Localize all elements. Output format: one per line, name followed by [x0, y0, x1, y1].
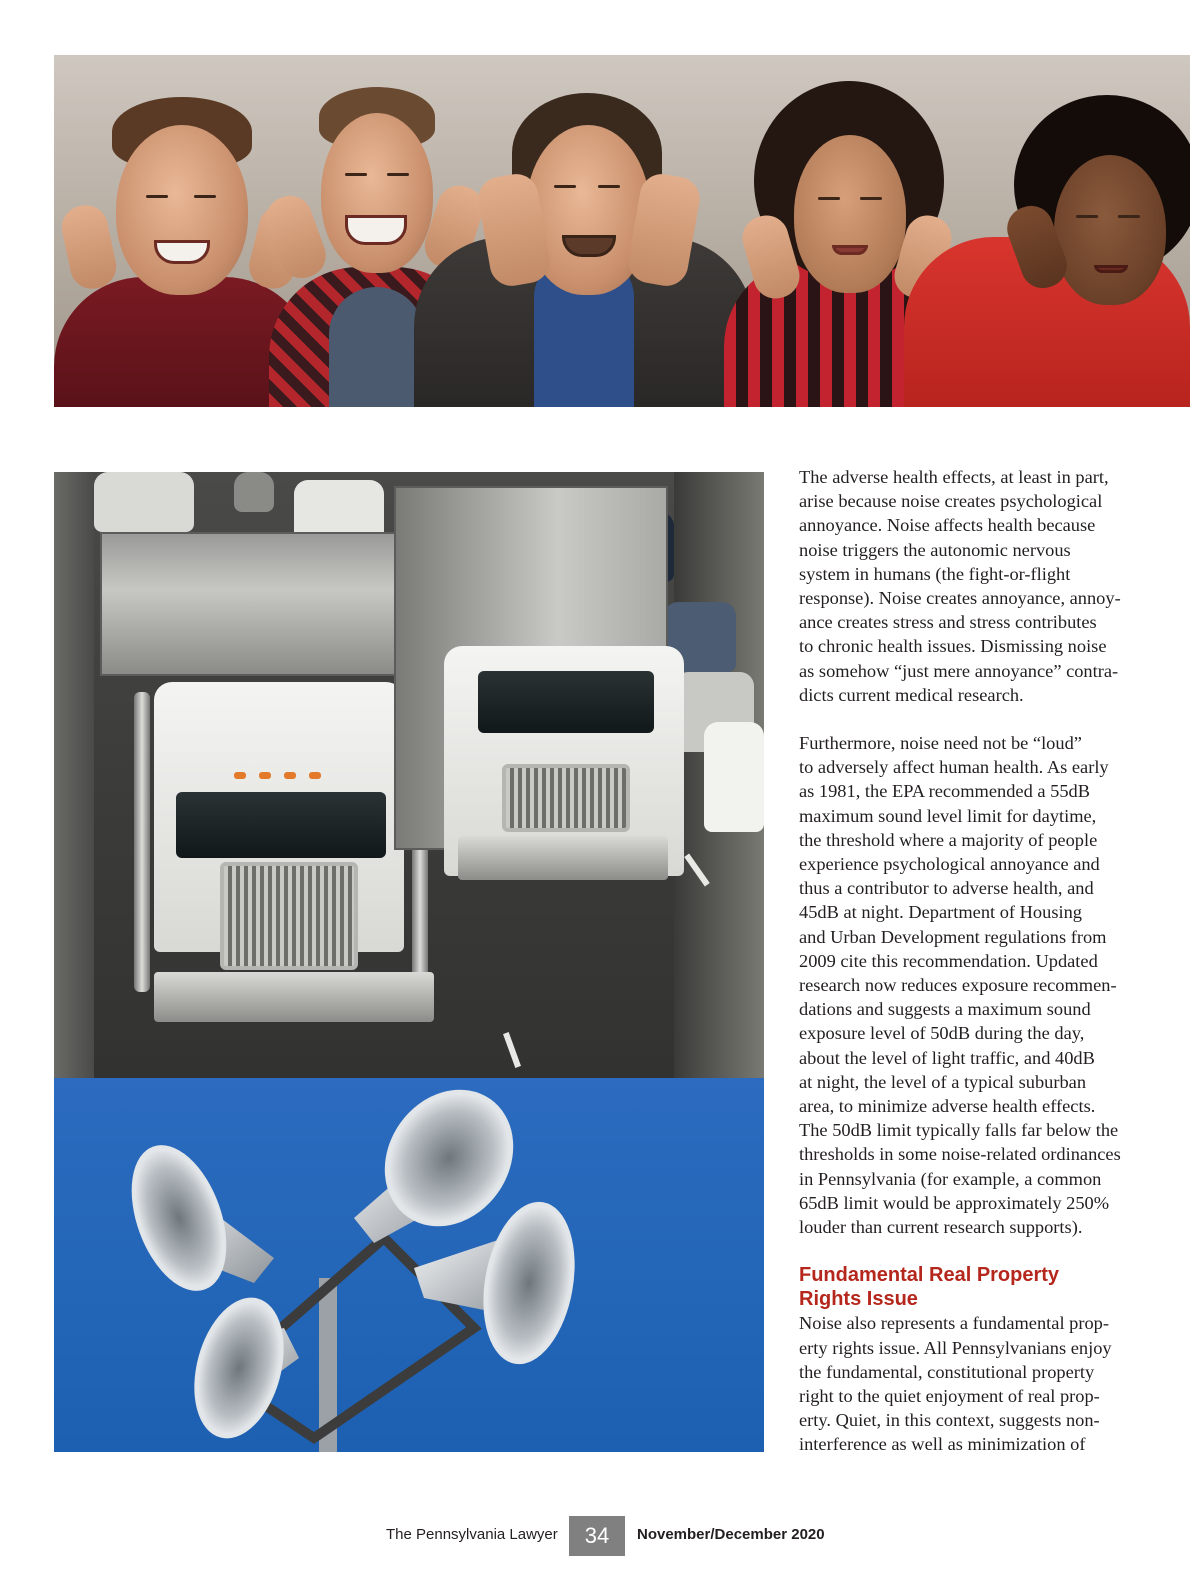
- photo-trucks-on-highway: [54, 472, 764, 1078]
- footer-issue-date: November/December 2020: [637, 1526, 825, 1543]
- siren-horns-illustration: [54, 1078, 764, 1452]
- siren-horn-left: [116, 1135, 274, 1301]
- article-paragraph: Furthermore, noise need not be “loud” to adversely affect human health. As early as 1981, the EPA recommended a 55dB maximum sound level limit for daytime, the threshold where a majority of people experience psychological annoyance and thus a contributor to adverse health, and 45dB at night. Department of Housing and Urban Development regulations from 2009 cite this recommendation. Updated research now reduces exposure recommen- dations and suggests a maximum sound exposure level of 50dB during the day, about the level of light traffic, and 40dB at night, the level of a typical suburban area, to minimize adverse health effects. The 50dB limit typically falls far below the thresholds in some noise-related ordinances in Pennsylvania (for example, a common 65dB limit would be approximately 250% louder than current research supports).: [799, 733, 1121, 1238]
- background-truck: [294, 480, 384, 540]
- background-car: [234, 472, 274, 512]
- page-number: 34: [569, 1516, 625, 1556]
- article-paragraph: The adverse health effects, at least in part, arise because noise creates psychological annoyance. Noise affects health because noise triggers the autonomic nervous system in humans (the fight-or-flight response). Noise creates annoyance, annoy- ance creates stress and stress contributes to chronic health issues. Dismissing noise as somehow “just mere annoyance” contra- dicts current medical research.: [799, 467, 1121, 705]
- article-paragraph: Noise also represents a fundamental prop- erty rights issue. All Pennsylvanians enjoy the fundamental, constitutional property right to the quiet enjoyment of real prop- erty. Quiet, in this context, suggests non- interference as well as minimization of: [799, 1313, 1112, 1455]
- photo-person-3: [414, 55, 754, 407]
- section-heading: Fundamental Real Property Rights Issue: [799, 1264, 1060, 1311]
- article-text-column: [799, 465, 1144, 1457]
- road-shoulder-left: [54, 472, 94, 1078]
- siren-horn-bottom: [182, 1290, 299, 1446]
- footer-publication-name: The Pennsylvania Lawyer: [386, 1526, 558, 1543]
- background-car: [704, 722, 764, 832]
- photo-person-5: [904, 55, 1190, 407]
- banner-photo-people-covering-ears: [54, 55, 1190, 407]
- box-truck-right: [394, 486, 694, 926]
- photo-warning-sirens: [54, 1078, 764, 1452]
- lane-line: [503, 1032, 521, 1068]
- background-truck: [94, 472, 194, 532]
